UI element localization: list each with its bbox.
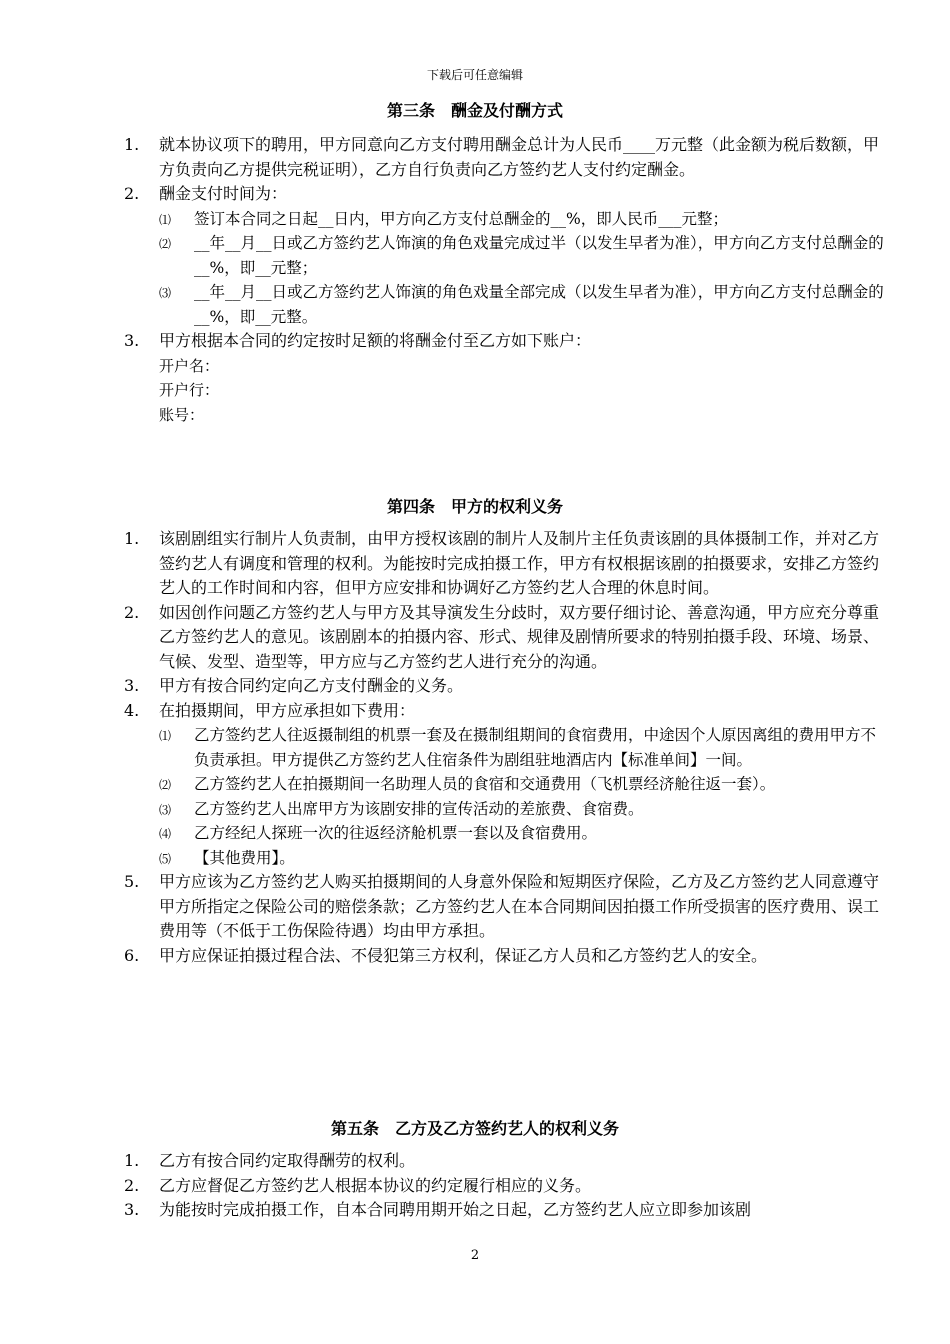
- sub-item: [159, 846, 890, 871]
- item-text: 该剧剧组实行制片人负责制，由甲方授权该剧的制片人及制片主任负责该剧的具体摄制工作，并对乙方签约艺人有调度和管理的权利。为能按时完成拍摄工作，甲方有权根据该剧的拍摄要求，安排乙方签约艺人的工作时间和内容，但甲方应安排和协调好乙方签约艺人合理的休息时间。: [159, 529, 880, 597]
- item-number: 1.: [124, 135, 140, 154]
- item-number: 3.: [124, 331, 140, 350]
- sub-item: [159, 207, 890, 232]
- item-text: 甲方应该为乙方签约艺人购买拍摄期间的人身意外保险和短期医疗保险，乙方及乙方签约艺人同意遵守甲方所指定之保险公司的赔偿条款；乙方签约艺人在本合同期间因拍摄工作所受损害的医疗费用、误工费用等（不低于工伤保险待遇）均由甲方承担。: [159, 872, 880, 940]
- item-number: 3.: [124, 676, 140, 695]
- list-item: [124, 944, 890, 969]
- list-item: [124, 699, 890, 724]
- account-bank-line: 开户行：: [159, 381, 220, 399]
- article-5-list: [124, 1149, 890, 1223]
- article-3-list: [124, 133, 890, 427]
- sub-item-text: 乙方签约艺人在拍摄期间一名助理人员的食宿和交通费用（飞机票经济舱往返一套）。: [194, 775, 776, 793]
- article-3-title: 第三条 酬金及付酬方式: [386, 101, 563, 120]
- account-number-line: 账号：: [159, 405, 205, 424]
- item-text: 如因创作问题乙方签约艺人与甲方及其导演发生分歧时，双方要仔细讨论、善意沟通，甲方应充分尊重乙方签约艺人的意见。该剧剧本的拍摄内容、形式、规律及剧情所要求的特别拍摄手段、环境、场景、气候、发型、造型等，甲方应与乙方签约艺人进行充分的沟通。: [159, 602, 880, 671]
- item-number: 6.: [124, 945, 140, 965]
- sub-item-number: ⑶: [159, 286, 172, 300]
- list-item: [124, 1174, 890, 1199]
- sub-item: [159, 797, 890, 822]
- item-text: 就本协议项下的聘用，甲方同意向乙方支付聘用酬金总计为人民币____万元整（此金额为税后数额，甲方负责向乙方提供完税证明），乙方自行负责向乙方签约艺人支付约定酬金。: [159, 135, 880, 179]
- sub-item: [159, 723, 890, 772]
- item-number: 1.: [124, 1151, 140, 1170]
- sub-item-number: ⑵: [159, 237, 172, 251]
- item-text: 甲方应保证拍摄过程合法、不侵犯第三方权利，保证乙方人员和乙方签约艺人的安全。: [159, 945, 768, 965]
- item-number: 5.: [124, 872, 140, 891]
- item-number: 2.: [124, 602, 140, 622]
- account-name-line: 开户名：: [159, 356, 220, 375]
- article-4-list: [124, 527, 890, 968]
- list-item: [124, 601, 890, 675]
- sub-item-number: ⑴: [159, 212, 172, 227]
- sub-item-number: ⑴: [159, 729, 172, 743]
- article-4-title: 第四条 甲方的权利义务: [386, 497, 563, 516]
- item-text: 酬金支付时间为：: [159, 184, 288, 203]
- sub-item: [159, 772, 890, 797]
- item-text: 乙方有按合同约定取得酬劳的权利。: [159, 1151, 416, 1170]
- sub-item-text: __年__月__日或乙方签约艺人饰演的角色戏量完成过半（以发生早者为准），甲方向乙方支付总酬金的__%，即__元整；: [194, 234, 884, 277]
- item-number: 4.: [124, 700, 140, 720]
- sub-item-text: 乙方签约艺人往返摄制组的机票一套及在摄制组期间的食宿费用，中途因个人原因离组的费用甲方不负责承担。甲方提供乙方签约艺人住宿条件为剧组驻地酒店内【标准单间】一间。: [194, 726, 877, 769]
- page-number: 2: [470, 1248, 480, 1263]
- list-item: [124, 870, 890, 944]
- list-item: [124, 527, 890, 601]
- sub-item-text: 乙方经纪人探班一次的往返经济舱机票一套以及食宿费用。: [194, 824, 598, 842]
- item-number: 3.: [124, 1200, 140, 1219]
- list-item: [124, 1198, 890, 1223]
- list-item: [124, 674, 890, 699]
- item-number: 2.: [124, 184, 140, 203]
- item-text: 在拍摄期间，甲方应承担如下费用：: [159, 700, 416, 720]
- item-text: 为能按时完成拍摄工作，自本合同聘用期开始之日起，乙方签约艺人应立即参加该剧: [159, 1200, 752, 1219]
- list-item: [124, 329, 890, 354]
- list-item: [124, 182, 890, 207]
- item-number: 1.: [124, 529, 140, 548]
- item-text: 乙方应督促乙方签约艺人根据本协议的约定履行相应的义务。: [159, 1175, 592, 1195]
- sub-item: [159, 231, 890, 280]
- item-text: 甲方有按合同约定向乙方支付酬金的义务。: [159, 676, 464, 695]
- list-item: [124, 133, 890, 182]
- sub-item-number: ⑸: [159, 851, 172, 866]
- sub-item-text: 签订本合同之日起__日内，甲方向乙方支付总酬金的__%，即人民币___元整；: [194, 209, 728, 228]
- sub-item-text: __年__月__日或乙方签约艺人饰演的角色戏量全部完成（以发生早者为准），甲方向乙方支付总酬金的__%，即__元整。: [194, 283, 884, 326]
- sub-item-text: 【其他费用】。: [194, 848, 295, 867]
- sub-item: [159, 280, 890, 329]
- sub-item: [159, 821, 890, 846]
- article-5-title: 第五条 乙方及乙方签约艺人的权利义务: [330, 1119, 619, 1138]
- sub-item-text: 乙方签约艺人出席甲方为该剧安排的宣传活动的差旅费、食宿费。: [194, 799, 644, 818]
- item-number: 2.: [124, 1175, 140, 1195]
- page-header: 下载后可任意编辑: [426, 68, 523, 82]
- list-item: [124, 1149, 890, 1174]
- sub-item-number: ⑵: [159, 778, 172, 792]
- sub-item-number: ⑷: [159, 827, 172, 841]
- sub-item-number: ⑶: [159, 802, 172, 817]
- item-text: 甲方根据本合同的约定按时足额的将酬金付至乙方如下账户：: [159, 331, 592, 350]
